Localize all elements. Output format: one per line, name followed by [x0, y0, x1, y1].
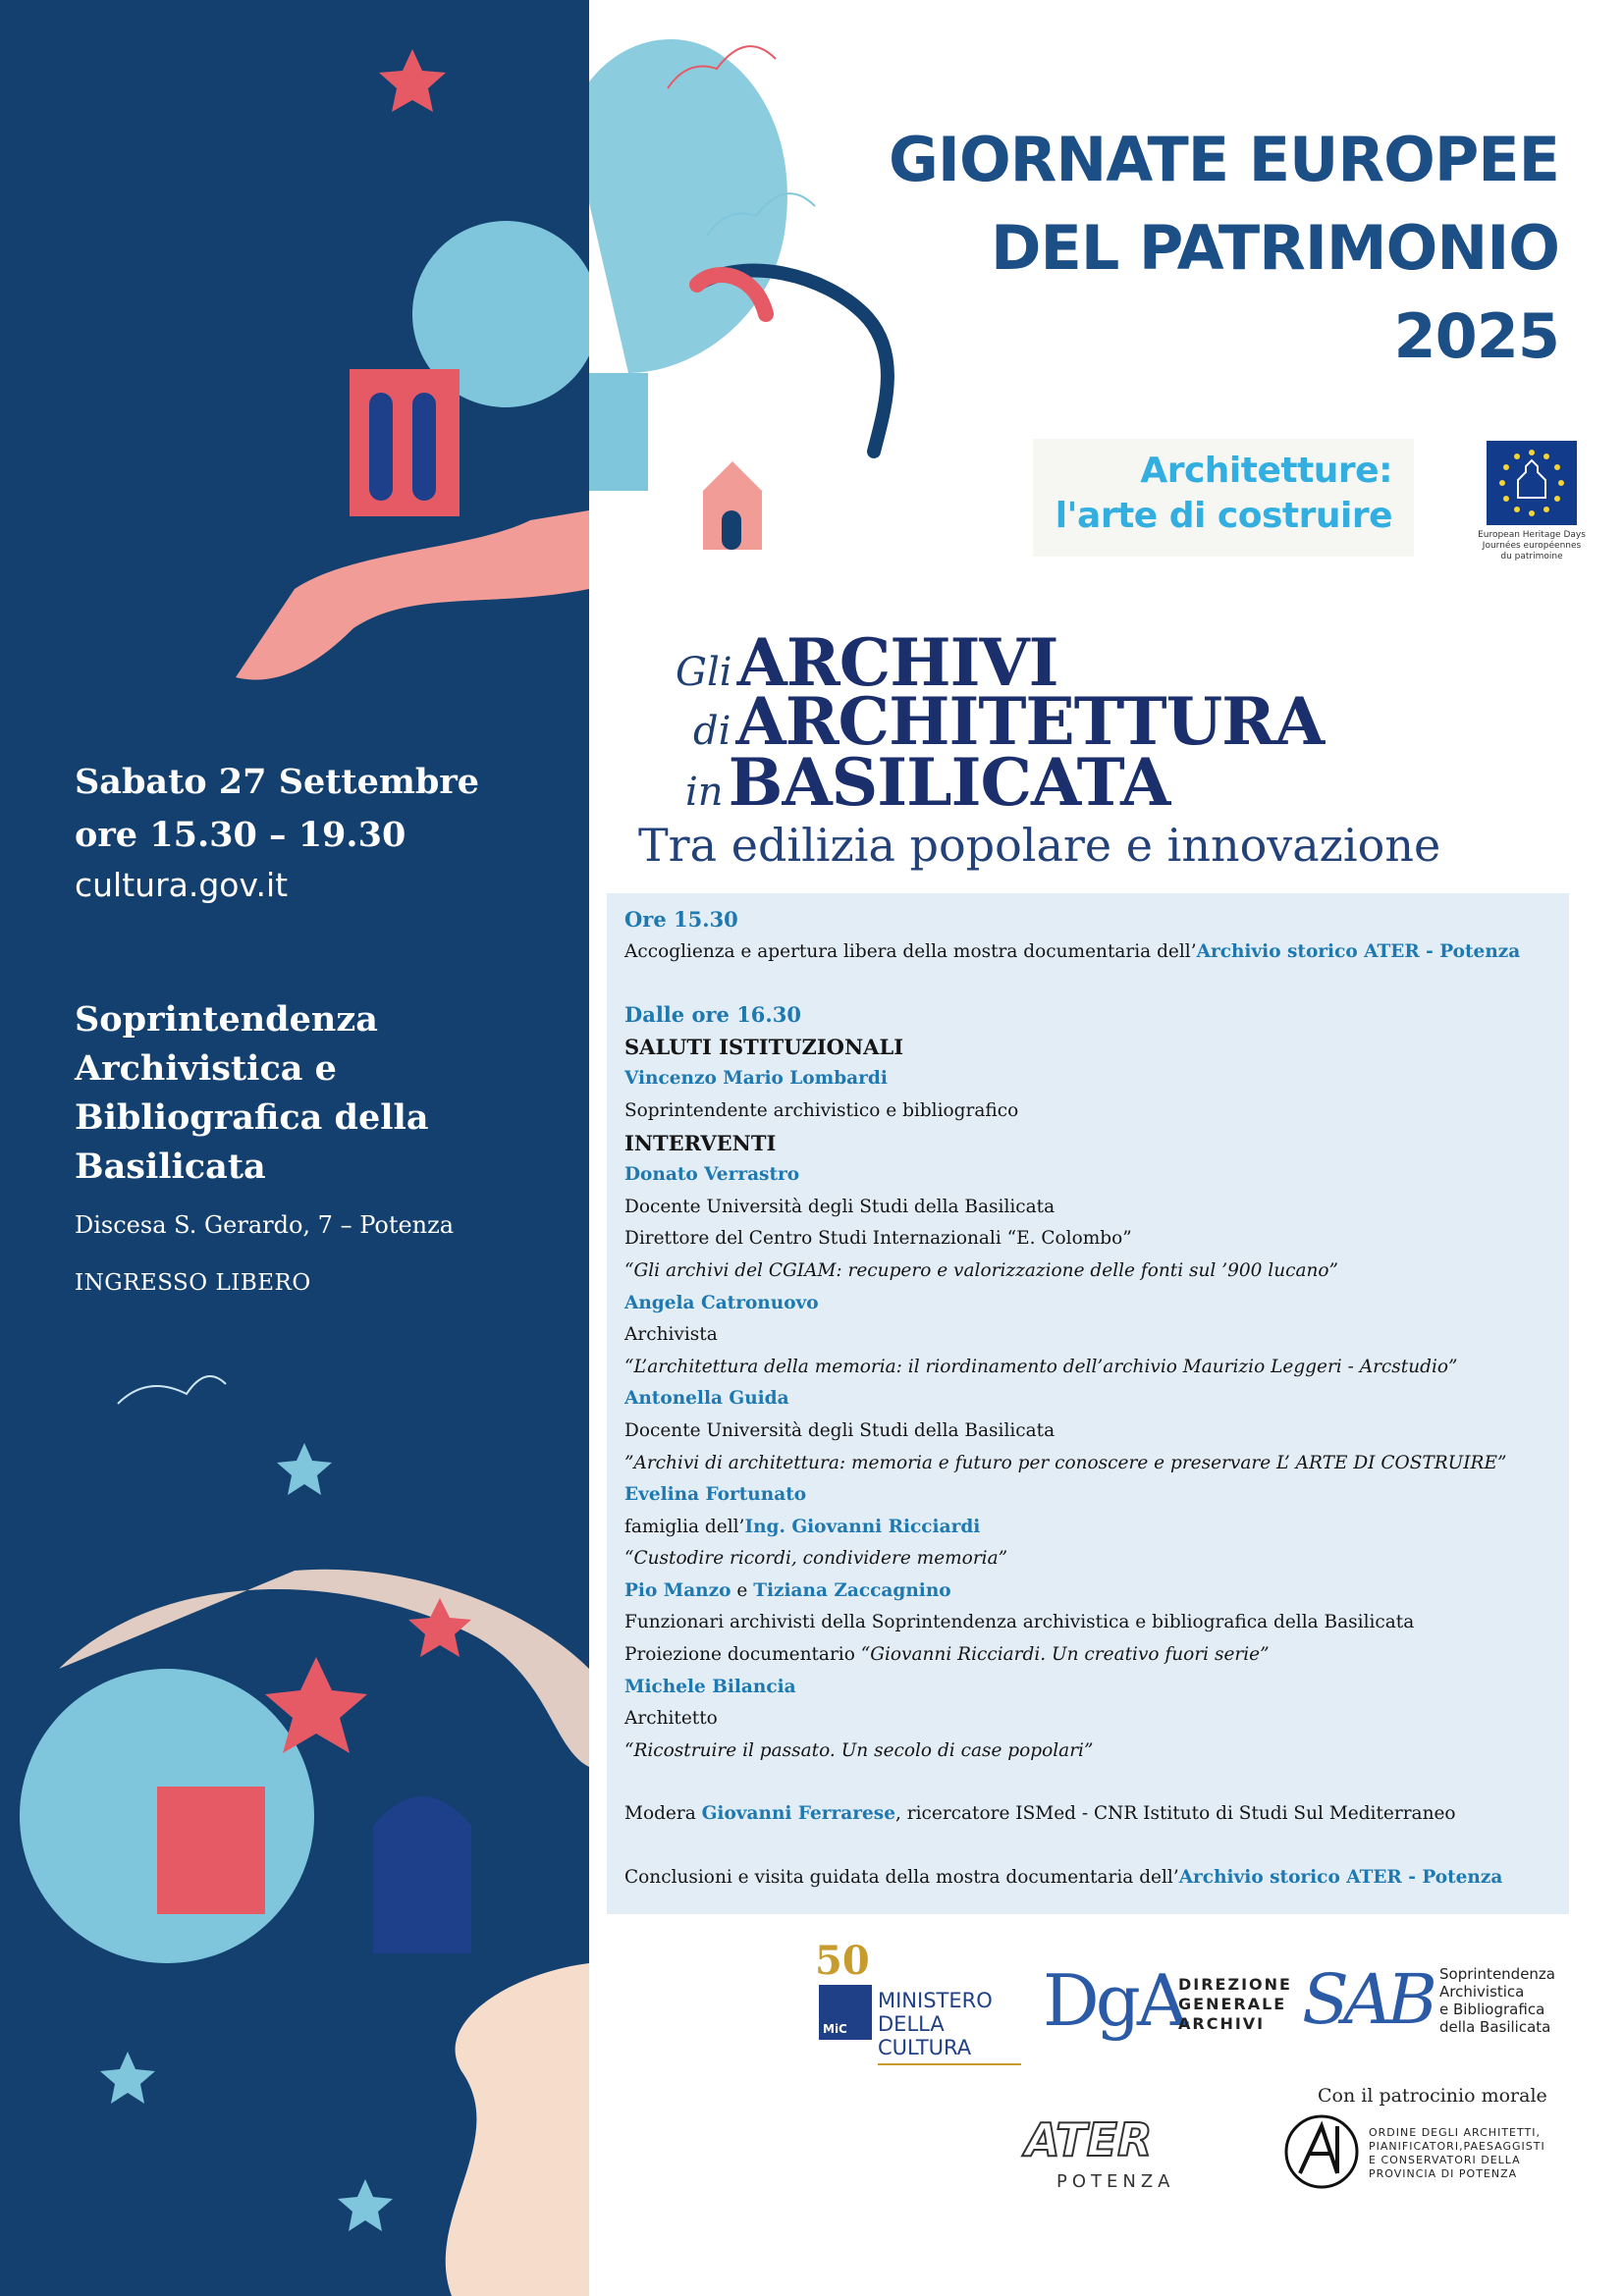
patronage-label: Con il patrocinio morale [1318, 2085, 1547, 2107]
arch-line: E CONSERVATORI DELLA [1369, 2154, 1521, 2166]
theme-banner [1033, 439, 1414, 557]
path-ribbon [446, 1963, 589, 2296]
text-span: Accoglienza e apertura libera della mostra documentaria dell’ [624, 940, 1197, 962]
talk-title: ”Archivi di architettura: memoria e futuro per conoscere e preservare L’ ARTE DI COSTRUIRE” [624, 1452, 1507, 1473]
theme-line: l'arte di costruire [1055, 496, 1392, 536]
archive-name: Archivio storico ATER - Potenza [1196, 940, 1521, 962]
text-span: , ricercatore ISMed - CNR Istituto di Studi Sul Mediterraneo [894, 1803, 1456, 1825]
theme-text [1056, 449, 1392, 539]
free-entry: INGRESSO LIBERO [75, 1270, 311, 1296]
program-time: Dalle ore 16.30 [624, 1002, 801, 1028]
organizer-line: Archivistica e [75, 1048, 337, 1089]
architects-order-caption [1369, 2126, 1565, 2181]
text-span: Proiezione documentario [624, 1644, 861, 1666]
ater-logo [1017, 2114, 1231, 2165]
event-date-time [75, 756, 479, 862]
talk-title: “Gli archivi del CGIAM: recupero e valorizzazione delle fonti sul ’900 lucano” [624, 1259, 1339, 1281]
arch-door [373, 1796, 471, 1953]
mic-line: DELLA [878, 2012, 945, 2036]
speaker-role: Architetto [624, 1708, 718, 1730]
house-door [722, 510, 741, 550]
talk-title: “L’architettura della memoria: il riordinamento dell’archivio Maurizio Leggeri - Arcstudio” [624, 1356, 1458, 1377]
header-line: DEL PATRIMONIO [991, 212, 1559, 284]
speaker-name: Angela Catronuovo [624, 1292, 819, 1313]
eu-stars-icon [1487, 441, 1577, 525]
star-icon [100, 2052, 155, 2104]
mic-anniversary: 50 [815, 1938, 870, 1984]
theme-line: Architetture: [1140, 451, 1392, 491]
organizer-line: Bibliografica della [75, 1097, 429, 1138]
arch-line: PIANIFICATORI,PAESAGGISTI [1369, 2140, 1545, 2153]
event-time: ore 15.30 – 19.30 [75, 815, 406, 855]
ehd-caption-line: du patrimoine [1500, 552, 1563, 561]
dga-logo: DgA [1043, 1959, 1184, 2042]
ehd-caption-line: Journées européennes [1482, 541, 1582, 551]
title-prefix: in [685, 770, 724, 815]
mic-text [878, 1989, 993, 2059]
tower-window [369, 393, 393, 501]
european-heritage-days-logo [1487, 441, 1577, 525]
title-prefix: di [693, 709, 731, 754]
title-word: BASILICATA [728, 744, 1170, 821]
tower-window [412, 393, 436, 501]
film-title: “Giovanni Ricciardi. Un creativo fuori serie” [860, 1644, 1270, 1666]
speaker-name [624, 1575, 1551, 1608]
person-name: Ing. Giovanni Ricciardi [744, 1516, 981, 1537]
mic-tag: MiC [823, 2022, 847, 2036]
ehd-caption-line: European Heritage Days [1478, 530, 1586, 540]
sab-line: e Bibliografica [1439, 2001, 1545, 2018]
tower-building [350, 369, 460, 516]
section-heading: INTERVENTI [624, 1130, 777, 1155]
archive-name: Archivio storico ATER - Potenza [1178, 1867, 1503, 1889]
sab-line: della Basilicata [1439, 2018, 1551, 2036]
sphere-shape [589, 39, 787, 373]
speaker-name: Evelina Fortunato [624, 1484, 807, 1506]
speaker-name: Vincenzo Mario Lombardi [624, 1068, 888, 1090]
organizer-line: Basilicata [75, 1147, 266, 1187]
talk-title: “Ricostruire il passato. Un secolo di case popolari” [624, 1739, 1094, 1761]
architects-order-logo [1282, 2112, 1361, 2191]
text-span: famiglia dell’ [624, 1516, 745, 1537]
star-icon [379, 49, 446, 112]
dga-line: ARCHIVI [1178, 2014, 1266, 2033]
program-line [624, 936, 1551, 969]
conclusion-line [624, 1862, 1551, 1895]
arch-building [157, 1787, 265, 1914]
sab-line: Soprintendenza [1439, 1965, 1556, 1983]
talk-title: “Custodire ricordi, condividere memoria” [624, 1548, 1008, 1570]
header-line: GIORNATE EUROPEE [889, 124, 1559, 195]
speaker-role [624, 1512, 1551, 1544]
person-name: Giovanni Ferrarese [701, 1803, 895, 1825]
bird-icon [118, 1376, 226, 1404]
arch-line: ORDINE DEGLI ARCHITETTI, [1369, 2126, 1541, 2139]
person-name: Pio Manzo [624, 1579, 731, 1601]
speaker-role: Funzionari archivisti della Soprintendenza archivistica e bibliografica della Basilicata [624, 1612, 1415, 1633]
event-date: Sabato 27 Settembre [75, 762, 480, 802]
moderator-line [624, 1798, 1551, 1831]
event-header [889, 116, 1559, 381]
ministero-cultura-logo [815, 1938, 1021, 2059]
text-span: e [731, 1579, 754, 1601]
speaker-name: Antonella Guida [624, 1388, 789, 1410]
person-name: Tiziana Zaccagnino [753, 1579, 951, 1601]
sab-line: Archivistica [1439, 1983, 1525, 2001]
organizer-name [75, 995, 507, 1192]
title-word: ARCHIVI [736, 624, 1058, 701]
speaker-role: Archivista [624, 1324, 718, 1346]
mic-line: CULTURA [878, 2036, 972, 2059]
mic-line: MINISTERO [878, 1989, 993, 2012]
ribbon-shape [236, 510, 589, 680]
block-building [589, 373, 648, 491]
website-link[interactable]: cultura.gov.it [75, 866, 289, 904]
organizer-line: Soprintendenza [75, 999, 378, 1040]
title-word: ARCHITETTURA [735, 683, 1325, 760]
talk-title [624, 1639, 1551, 1672]
program-box [607, 893, 1569, 1914]
subtitle: Tra edilizia popolare e innovazione [638, 819, 1441, 872]
text-span: Modera [624, 1803, 702, 1825]
star-icon [277, 1443, 332, 1495]
speaker-name: Donato Verrastro [624, 1164, 800, 1186]
speaker-role: Docente Università degli Studi della Basilicata [624, 1196, 1056, 1217]
speaker-role: Docente Università degli Studi della Basilicata [624, 1419, 1056, 1441]
ehd-caption [1473, 530, 1591, 562]
title-prefix: Gli [676, 650, 732, 695]
header-year: 2025 [1393, 300, 1559, 372]
ater-wordmark: ATER [1025, 2114, 1153, 2165]
left-panel [0, 0, 589, 2296]
sab-caption [1439, 1965, 1555, 2036]
ater-city: POTENZA [1056, 2171, 1175, 2192]
arch-line: PROVINCIA DI POTENZA [1369, 2167, 1518, 2180]
speaker-name: Michele Bilancia [624, 1676, 796, 1697]
dga-line: DIREZIONE [1178, 1975, 1292, 1994]
mic-rule [878, 2063, 1021, 2065]
address: Discesa S. Gerardo, 7 – Potenza [75, 1211, 455, 1239]
speaker-role: Soprintendente archivistico e bibliografico [624, 1099, 1019, 1121]
section-heading: SALUTI ISTITUZIONALI [624, 1034, 904, 1059]
sab-logo: SAB [1302, 1959, 1432, 2040]
program-time: Ore 15.30 [624, 907, 738, 932]
dga-caption [1178, 1975, 1292, 2034]
star-icon [338, 2179, 393, 2231]
speaker-role: Direttore del Centro Studi Internazionali “E. Colombo” [624, 1228, 1132, 1250]
title-row-3 [685, 744, 1169, 821]
text-span: Conclusioni e visita guidata della mostra documentaria dell’ [624, 1867, 1179, 1889]
dga-line: GENERALE [1178, 1995, 1287, 2013]
